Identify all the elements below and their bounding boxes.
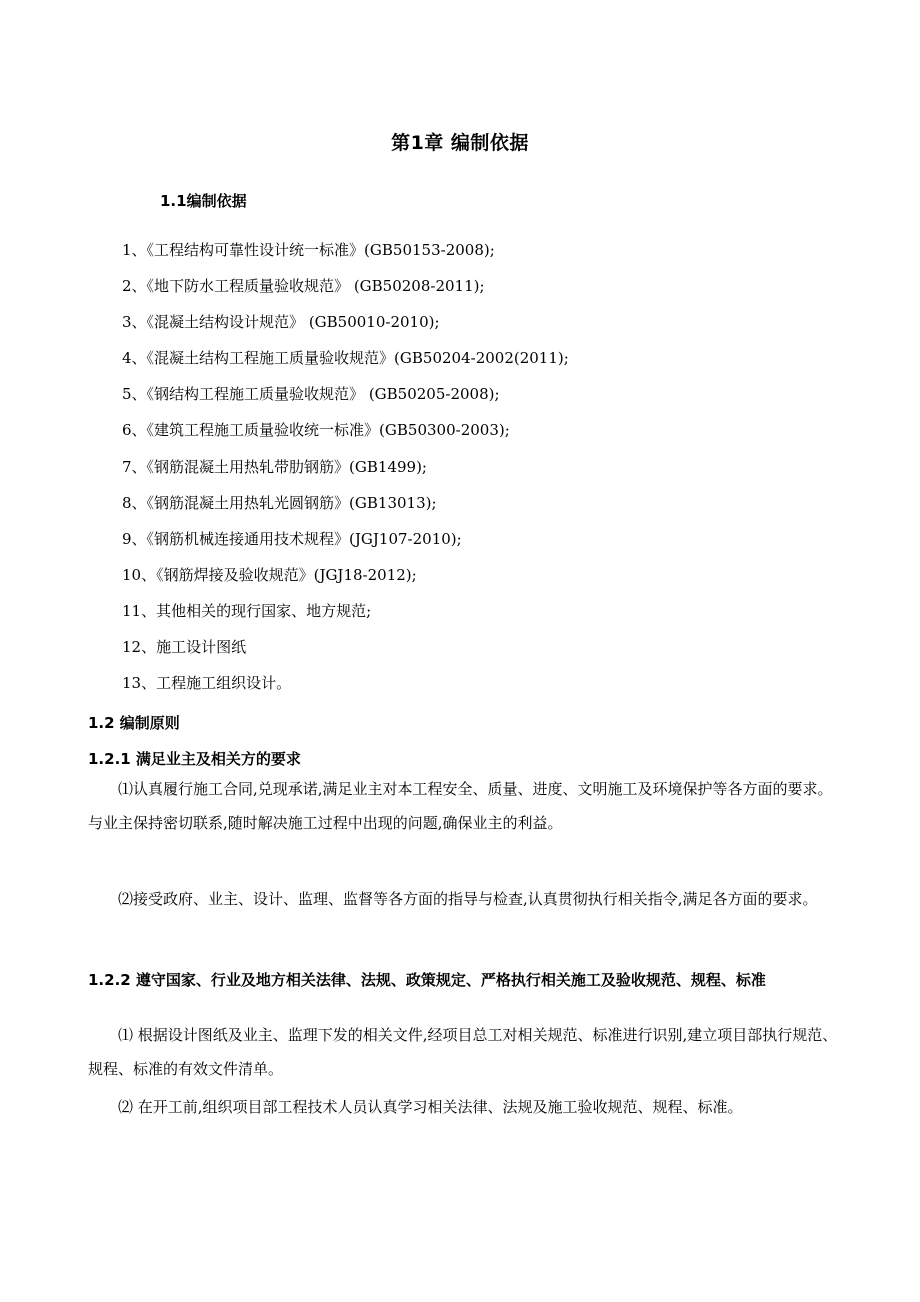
reference-item: 10、《钢筋焊接及验收规范》(JGJ18-2012);: [122, 565, 417, 584]
paragraph: ⑴ 根据设计图纸及业主、监理下发的相关文件,经项目总工对相关规范、标准进行识别,建立项目部执行规范、规程、标准的有效文件清单。: [88, 1026, 838, 1078]
reference-list: [122, 232, 569, 701]
reference-item: 7、《钢筋混凝土用热轧带肋钢筋》(GB1499);: [122, 457, 427, 476]
reference-item: 3、《混凝土结构设计规范》 (GB50010-2010);: [122, 313, 440, 332]
reference-item: 2、《地下防水工程质量验收规范》 (GB50208-2011);: [122, 277, 485, 296]
reference-item: 9、《钢筋机械连接通用技术规程》(JGJ107-2010);: [122, 529, 462, 548]
reference-item: 11、其他相关的现行国家、地方规范;: [122, 601, 372, 620]
reference-item: 1、《工程结构可靠性设计统一标准》(GB50153-2008);: [122, 241, 495, 259]
reference-item: 6、《建筑工程施工质量验收统一标准》(GB50300-2003);: [122, 421, 510, 440]
section-heading-1-2-2: 1.2.2 遵守国家、行业及地方相关法律、法规、政策规定、严格执行相关施工及验收规范、规程、标准: [88, 971, 766, 989]
reference-item: 12、施工设计图纸: [122, 638, 247, 657]
reference-item: 5、《钢结构工程施工质量验收规范》 (GB50205-2008);: [122, 385, 500, 404]
reference-item: 8、《钢筋混凝土用热轧光圆钢筋》(GB13013);: [122, 493, 437, 512]
paragraph: ⑵ 在开工前,组织项目部工程技术人员认真学习相关法律、法规及施工验收规范、规程、标准。: [118, 1098, 743, 1116]
section-heading-1-2: 1.2 编制原则: [88, 714, 180, 732]
paragraph: ⑴认真履行施工合同,兑现承诺,满足业主对本工程安全、质量、进度、文明施工及环境保护等各方面的要求。与业主保持密切联系,随时解决施工过程中出现的问题,确保业主的利益。: [88, 780, 833, 832]
section-heading-1-1: 1.1编制依据: [160, 192, 247, 210]
chapter-title: 第1章 编制依据: [391, 132, 529, 154]
reference-item: 13、工程施工组织设计。: [122, 674, 292, 693]
section-heading-1-2-1: 1.2.1 满足业主及相关方的要求: [88, 750, 301, 768]
paragraph: ⑵接受政府、业主、设计、监理、监督等各方面的指导与检查,认真贯彻执行相关指令,满足各方面的要求。: [118, 890, 818, 908]
reference-item: 4、《混凝土结构工程施工质量验收规范》(GB50204-2002(2011);: [122, 349, 569, 368]
